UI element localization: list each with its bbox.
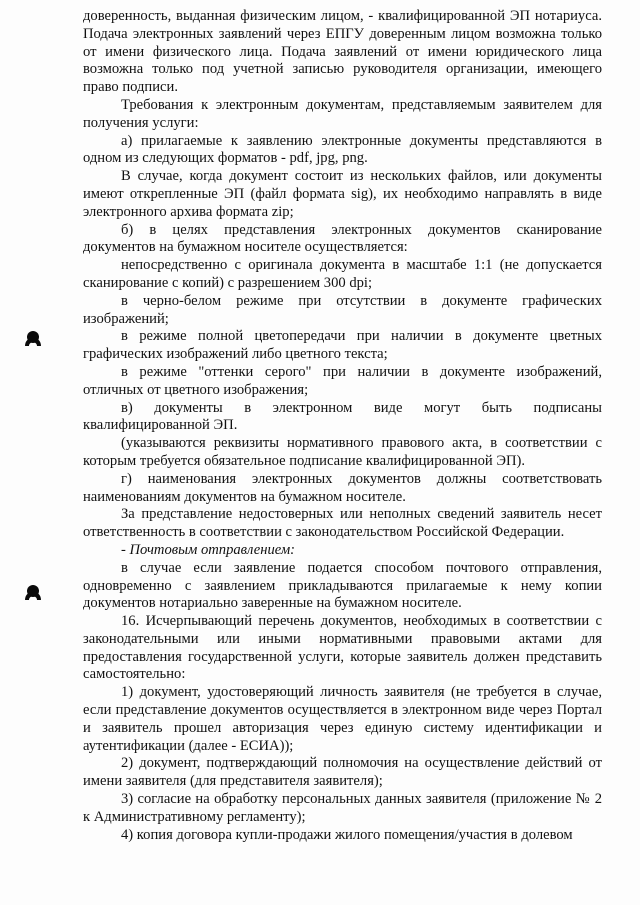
paragraph-postal-details: в случае если заявление подается способом почтового отправления, одновременно с заявлением прикладываются прилагаемые к нему копии документов нотариально заверенные на бумажном носителе. bbox=[83, 559, 602, 612]
paragraph-responsibility: За представление недостоверных или неполных сведений заявитель несет ответственность в соответствии с законодательством Российской Федерации. bbox=[83, 506, 602, 541]
paragraph-scan-color: в режиме полной цветопередачи при наличии в документе цветных графических изображений либо цветного текста; bbox=[83, 328, 602, 363]
paragraph-electronic-requirements: Требования к электронным документам, представляемым заявителем для получения услуги: bbox=[83, 96, 602, 131]
paragraph-postal-heading: - Почтовым отправлением: bbox=[121, 541, 296, 558]
paragraph-section-16: 16. Исчерпывающий перечень документов, необходимых в соответствии с законодательными или иными нормативными правовыми актами для предоставления государственной услуги, которые заявитель должен представить самостоятельно: bbox=[83, 613, 602, 683]
paragraph-item-v-signature: в) документы в электронном виде могут быть подписаны квалифицированной ЭП. bbox=[83, 399, 602, 434]
paragraph-item-a-formats: а) прилагаемые к заявлению электронные документы представляются в одном из следующих форматов - pdf, jpg, png. bbox=[83, 132, 602, 167]
document-body bbox=[83, 8, 602, 844]
paragraph-scan-original: непосредственно с оригинала документа в масштабе 1:1 (не допускается сканирование с копий) с разрешением 300 dpi; bbox=[83, 257, 602, 291]
paragraph-scan-grayscale: в режиме "оттенки серого" при наличии в документе изображений, отличных от цветного изображения; bbox=[83, 363, 602, 398]
paragraph-list-item-2: 2) документ, подтверждающий полномочия на осуществление действий от имени заявителя (для представителя заявителя); bbox=[83, 755, 602, 790]
paragraph-legal-act-note: (указываются реквизиты нормативного правового акта, в соответствии с которым требуется обязательное подписание квалифицированной ЭП). bbox=[83, 435, 602, 469]
paragraph-list-item-3: 3) согласие на обработку персональных данных заявителя (приложение № 2 к Административному регламенту); bbox=[83, 791, 602, 825]
paragraph-item-b-scanning: б) в целях представления электронных документов сканирование документов на бумажном носителе осуществляется: bbox=[83, 221, 602, 256]
paragraph-multiple-files: В случае, когда документ состоит из нескольких файлов, или документы имеют открепленные ЭП (файл формата sig), их необходимо направлять в виде электронного архива формата zip; bbox=[83, 168, 602, 220]
paragraph-list-item-1: 1) документ, удостоверяющий личность заявителя (не требуется в случае, если представление документов осуществляется в электронном виде через Портал и заявитель прошел авторизация через единую систему идентификации и аутентификации (далее - ЕСИА)); bbox=[83, 684, 602, 754]
paragraph-list-item-4: 4) копия договора купли-продажи жилого помещения/участия в долевом bbox=[121, 826, 573, 843]
punch-hole-icon bbox=[24, 330, 42, 348]
paragraph-proxy-continuation: доверенность, выданная физическим лицом, - квалифицированной ЭП нотариуса. Подача электронных заявлений через ЕПГУ доверенным лицом возможна только от имени физического лица. Подача заявлений от имени юридического лица возможна только под учетной записью руководителя организации, имеющего право подписи. bbox=[83, 8, 602, 96]
paragraph-item-g-naming: г) наименования электронных документов должны соответствовать наименованиям документов на бумажном носителе. bbox=[83, 470, 602, 505]
punch-hole-icon bbox=[24, 584, 42, 602]
paragraph-scan-bw: в черно-белом режиме при отсутствии в документе графических изображений; bbox=[83, 292, 602, 327]
